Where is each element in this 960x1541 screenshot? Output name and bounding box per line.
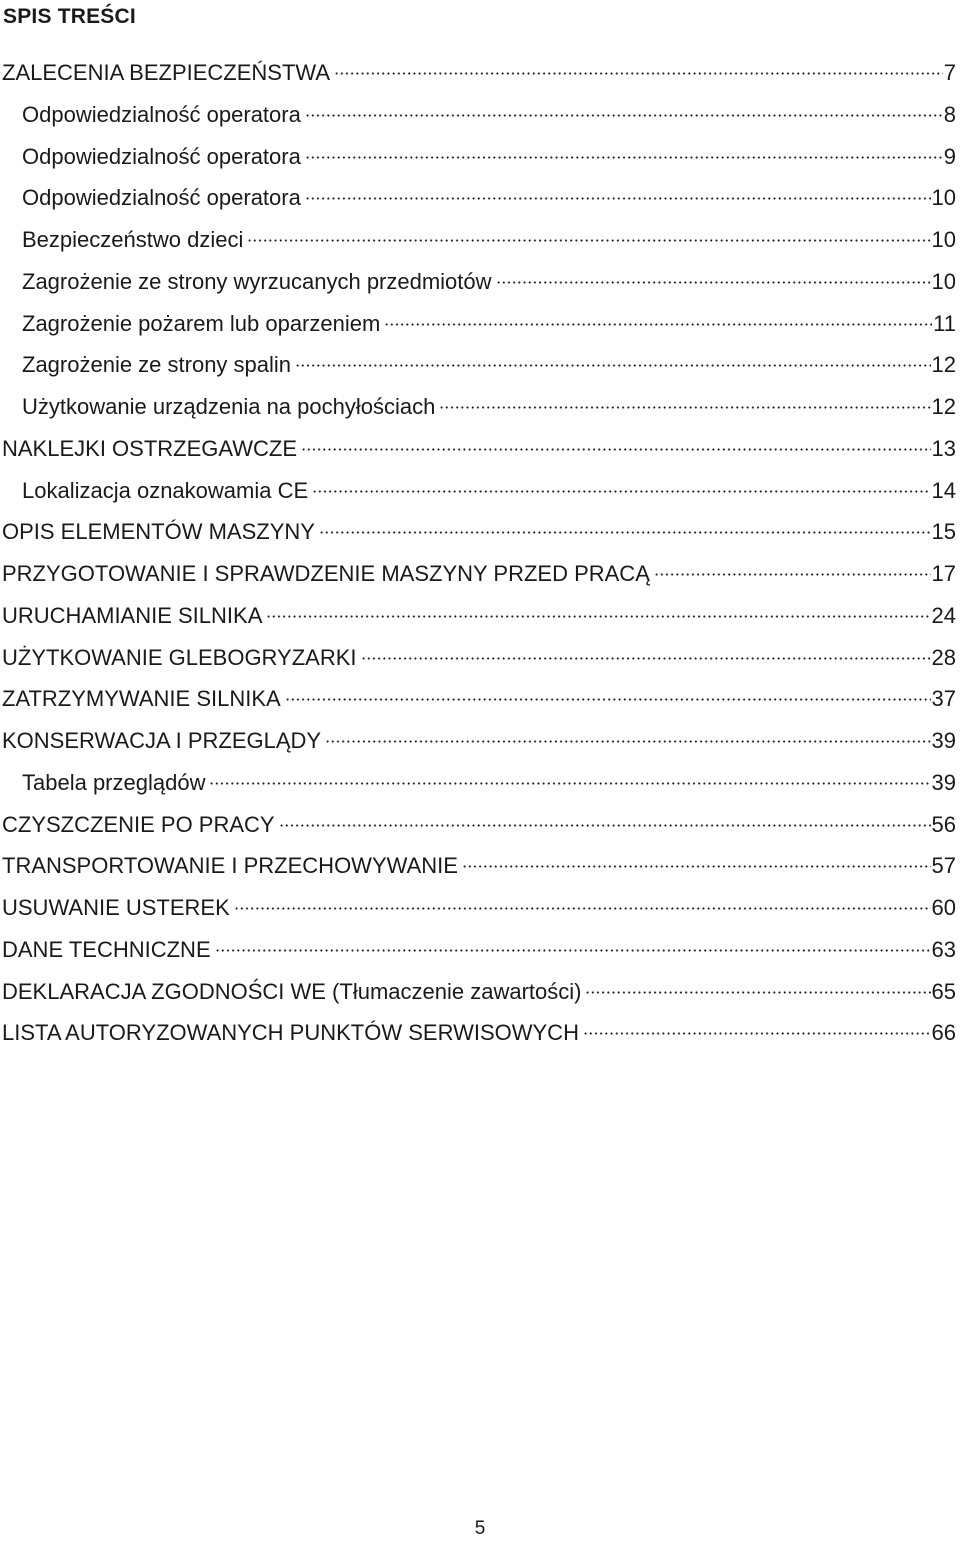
dot-leader [305, 156, 943, 159]
toc-entry-page: 7 [943, 60, 956, 85]
toc-entry-page: 13 [931, 435, 956, 461]
dot-leader [654, 573, 931, 576]
toc-entry[interactable] [0, 303, 960, 345]
toc-entry-page: 60 [931, 895, 956, 920]
toc-entry-page: 66 [931, 1020, 956, 1046]
toc-entry-page: 12 [931, 394, 956, 419]
dot-leader [325, 740, 930, 743]
dot-leader [585, 991, 930, 994]
dot-leader [266, 615, 930, 618]
toc-entry-page: 56 [931, 811, 956, 837]
dot-leader [319, 531, 931, 534]
dot-leader [384, 323, 932, 326]
dot-leader [209, 782, 930, 785]
toc-entry[interactable] [0, 52, 960, 94]
toc-entry-page: 10 [931, 185, 956, 211]
toc-entry[interactable] [0, 595, 960, 637]
toc-entry-page: 65 [931, 978, 956, 1004]
toc-entry[interactable] [0, 553, 960, 595]
toc-entry[interactable] [0, 1012, 960, 1054]
toc-entry[interactable] [0, 386, 960, 428]
toc-entry[interactable] [0, 511, 960, 553]
toc-entry-label: TRANSPORTOWANIE I PRZECHOWYWANIE [2, 845, 462, 887]
dot-leader [361, 657, 931, 660]
toc-entry-page: 63 [931, 936, 956, 962]
dot-leader [496, 281, 931, 284]
toc-entry-label: ZATRZYMYWANIE SILNIKA [2, 678, 285, 720]
toc-entry-label: NAKLEJKI OSTRZEGAWCZE [2, 428, 301, 470]
toc-entry[interactable] [0, 971, 960, 1013]
toc-entry-page: 37 [931, 686, 956, 712]
toc-entry-label: Odpowiedzialność operatora [22, 136, 305, 178]
toc-entry-page: 17 [931, 561, 956, 586]
toc-entry-label: URUCHAMIANIE SILNIKA [2, 595, 266, 637]
toc-entry-page: 14 [931, 477, 956, 503]
toc-entry-page: 57 [931, 853, 956, 879]
toc-entry[interactable] [0, 845, 960, 887]
toc-entry[interactable] [0, 720, 960, 762]
dot-leader [305, 114, 943, 117]
toc-entry[interactable] [0, 887, 960, 929]
toc-entry-label: Tabela przeglądów [22, 762, 209, 804]
toc-entry-label: Zagrożenie ze strony spalin [22, 344, 295, 386]
toc-entry[interactable] [0, 762, 960, 804]
page-number: 5 [474, 1518, 486, 1539]
toc-entry-label: Użytkowanie urządzenia na pochyłościach [22, 386, 439, 428]
toc-entry[interactable] [0, 929, 960, 971]
toc-entry-label: LISTA AUTORYZOWANYCH PUNKTÓW SERWISOWYCH [2, 1012, 583, 1054]
dot-leader [285, 698, 931, 701]
dot-leader [312, 490, 930, 493]
toc-entry[interactable] [0, 804, 960, 846]
toc-entry-page: 24 [931, 602, 956, 628]
dot-leader [295, 364, 930, 367]
toc-entry-label: CZYSZCZENIE PO PRACY [2, 804, 279, 846]
dot-leader [301, 448, 931, 451]
toc-entry-page: 11 [933, 310, 956, 336]
toc-entry-label: Odpowiedzialność operatora [22, 177, 305, 219]
toc-entry[interactable] [0, 637, 960, 679]
toc-entry[interactable] [0, 344, 960, 386]
toc-entry-page: 39 [931, 769, 956, 795]
page-title: SPIS TREŚCI [3, 5, 136, 28]
toc-entry-page: 28 [931, 644, 956, 670]
toc-entry-label: ZALECENIA BEZPIECZEŃSTWA [2, 52, 334, 94]
toc-entry-label: USUWANIE USTEREK [2, 887, 234, 929]
toc-entry[interactable] [0, 428, 960, 470]
toc-entry[interactable] [0, 219, 960, 261]
toc-entry-label: DANE TECHNICZNE [2, 929, 215, 971]
toc-entry[interactable] [0, 261, 960, 303]
table-of-contents [0, 52, 960, 1054]
toc-entry-page: 39 [931, 728, 956, 753]
toc-entry[interactable] [0, 470, 960, 512]
dot-leader [279, 824, 931, 827]
toc-entry-label: Zagrożenie pożarem lub oparzeniem [22, 303, 384, 345]
toc-entry-label: Lokalizacja oznakowamia CE [22, 470, 312, 512]
toc-entry[interactable] [0, 177, 960, 219]
toc-entry-page: 10 [931, 268, 956, 294]
dot-leader [439, 406, 930, 409]
toc-entry-page: 9 [943, 143, 956, 169]
toc-entry-page: 10 [931, 227, 956, 252]
dot-leader [334, 72, 943, 75]
dot-leader [583, 1032, 931, 1035]
toc-entry-label: Zagrożenie ze strony wyrzucanych przedmiotów [22, 261, 496, 303]
toc-entry-page: 15 [931, 519, 956, 545]
dot-leader [234, 907, 931, 910]
toc-entry[interactable] [0, 136, 960, 178]
toc-entry-label: Bezpieczeństwo dzieci [22, 219, 247, 261]
toc-entry-label: Odpowiedzialność operatora [22, 94, 305, 136]
dot-leader [215, 949, 931, 952]
dot-leader [305, 197, 931, 200]
toc-entry-page: 12 [931, 352, 956, 378]
toc-entry-label: OPIS ELEMENTÓW MASZYNY [2, 511, 319, 553]
toc-entry-label: KONSERWACJA I PRZEGLĄDY [2, 720, 325, 762]
toc-entry-label: PRZYGOTOWANIE I SPRAWDZENIE MASZYNY PRZED PRACĄ [2, 553, 654, 595]
toc-entry[interactable] [0, 94, 960, 136]
dot-leader [247, 239, 930, 242]
toc-entry[interactable] [0, 678, 960, 720]
dot-leader [462, 865, 931, 868]
toc-entry-label: UŻYTKOWANIE GLEBOGRYZARKI [2, 637, 361, 679]
toc-entry-page: 8 [943, 101, 956, 127]
toc-entry-label: DEKLARACJA ZGODNOŚCI WE (Tłumaczenie zawartości) [2, 971, 585, 1013]
